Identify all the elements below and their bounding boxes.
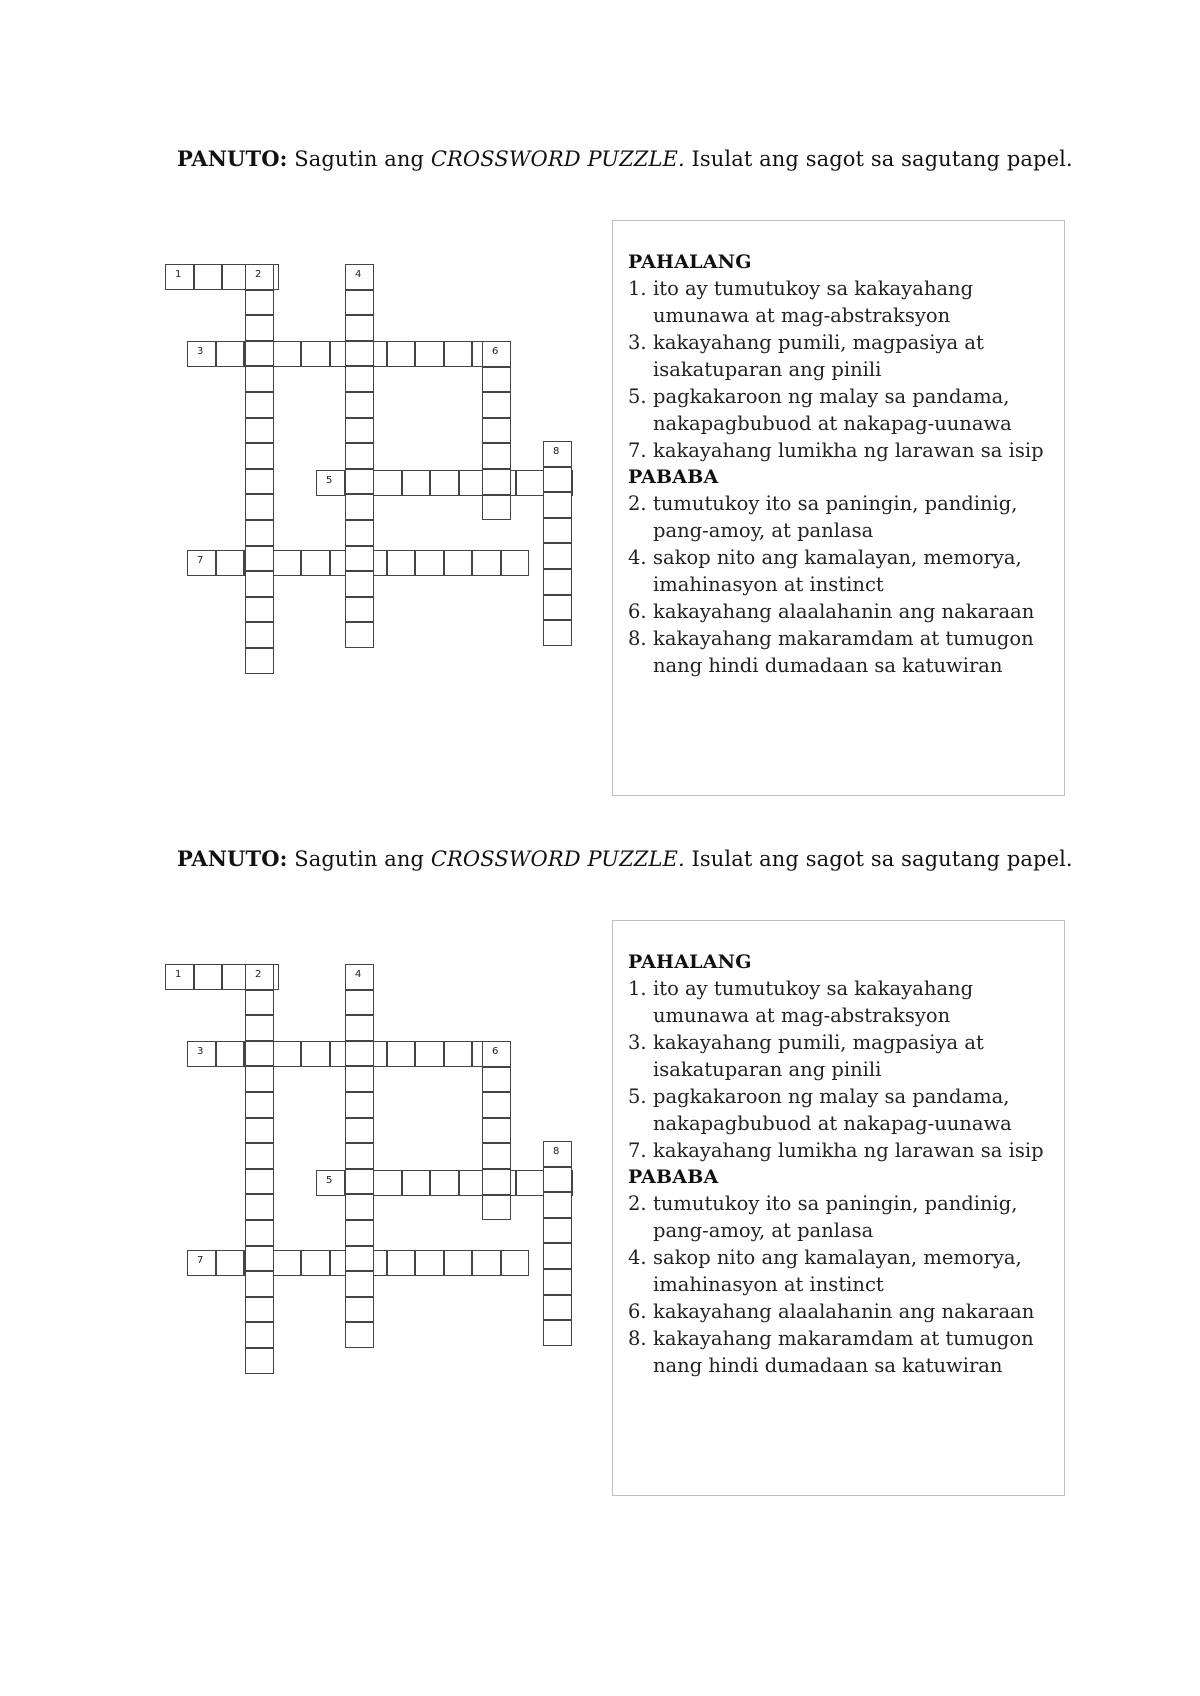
crossword-cell[interactable] bbox=[345, 1143, 374, 1169]
crossword-cell[interactable] bbox=[444, 550, 473, 576]
crossword-cell[interactable] bbox=[245, 622, 274, 648]
crossword-cell[interactable] bbox=[273, 550, 302, 576]
crossword-cell[interactable] bbox=[501, 1250, 530, 1276]
clue-down-6 bbox=[628, 1298, 1056, 1325]
crossword-cell[interactable] bbox=[482, 443, 511, 469]
instruction-text-post: Isulat ang sagot sa sagutang papel. bbox=[691, 147, 1073, 171]
across-heading: PAHALANG bbox=[628, 251, 752, 273]
clue-down-6 bbox=[628, 598, 1056, 625]
crossword-cell[interactable] bbox=[245, 1297, 274, 1323]
clue-number: 1. bbox=[628, 977, 647, 1000]
crossword-cell[interactable] bbox=[345, 443, 374, 469]
crossword-cell[interactable] bbox=[373, 470, 402, 496]
instruction-emphasis: CROSSWORD PUZZLE. bbox=[430, 147, 685, 171]
crossword-cell[interactable] bbox=[345, 1041, 374, 1067]
crossword-cell[interactable] bbox=[245, 264, 274, 290]
clue-number: 2. bbox=[628, 1192, 647, 1215]
clue-number: 8. bbox=[628, 1327, 647, 1350]
crossword-cell[interactable] bbox=[345, 597, 374, 623]
clue-text: tumutukoy ito sa paningin, pandinig, pang-amoy, at panlasa bbox=[653, 492, 1018, 542]
crossword-cell[interactable] bbox=[482, 1143, 511, 1169]
crossword-cell[interactable] bbox=[194, 264, 223, 290]
crossword-cell[interactable] bbox=[345, 341, 374, 367]
crossword-cell[interactable] bbox=[245, 1271, 274, 1297]
crossword-cell[interactable] bbox=[245, 1092, 274, 1118]
clue-text: sakop nito ang kamalayan, memorya, imahinasyon at instinct bbox=[653, 546, 1022, 596]
crossword-cell[interactable] bbox=[345, 366, 374, 392]
crossword-cell[interactable] bbox=[245, 443, 274, 469]
crossword-cell[interactable] bbox=[482, 1067, 511, 1093]
crossword-cell[interactable] bbox=[482, 1092, 511, 1118]
clue-number-label: 1 bbox=[175, 969, 182, 980]
crossword-cell[interactable] bbox=[245, 964, 274, 990]
crossword-cell[interactable] bbox=[482, 1169, 511, 1195]
crossword-cell[interactable] bbox=[345, 290, 374, 316]
down-clue-list bbox=[628, 490, 1056, 679]
clue-number: 6. bbox=[628, 600, 647, 623]
crossword-cell[interactable] bbox=[472, 550, 501, 576]
clue-number-label: 4 bbox=[355, 969, 362, 980]
crossword-cell[interactable] bbox=[543, 620, 572, 646]
clue-across-3 bbox=[628, 1029, 1056, 1083]
crossword-cell[interactable] bbox=[301, 550, 330, 576]
crossword-cell[interactable] bbox=[543, 441, 572, 467]
clue-across-5 bbox=[628, 383, 1056, 437]
crossword-cell[interactable] bbox=[543, 1320, 572, 1346]
crossword-cell[interactable] bbox=[301, 1041, 330, 1067]
instruction-text-pre: Sagutin ang bbox=[294, 147, 425, 171]
crossword-cell[interactable] bbox=[245, 392, 274, 418]
clue-text: kakayahang lumikha ng larawan sa isip bbox=[653, 439, 1044, 462]
crossword-cell[interactable] bbox=[543, 1167, 572, 1193]
crossword-cell[interactable] bbox=[482, 1118, 511, 1144]
clue-text: pagkakaroon ng malay sa pandama, nakapagbubuod at nakapag-uunawa bbox=[653, 1085, 1012, 1135]
crossword-cell[interactable] bbox=[482, 1195, 511, 1221]
clue-number-label: 3 bbox=[197, 346, 204, 357]
crossword-cell[interactable] bbox=[216, 1041, 245, 1067]
crossword-cell[interactable] bbox=[245, 315, 274, 341]
crossword-cell[interactable] bbox=[345, 622, 374, 648]
crossword-cell[interactable] bbox=[501, 550, 530, 576]
down-clue-list bbox=[628, 1190, 1056, 1379]
crossword-cell[interactable] bbox=[482, 392, 511, 418]
clue-down-2 bbox=[628, 1190, 1056, 1244]
crossword-cell[interactable] bbox=[245, 366, 274, 392]
crossword-cell[interactable] bbox=[345, 1194, 374, 1220]
crossword-cell[interactable] bbox=[543, 518, 572, 544]
clue-number-label: 6 bbox=[492, 346, 499, 357]
clue-number-label: 8 bbox=[553, 446, 560, 457]
clue-number: 3. bbox=[628, 331, 647, 354]
clue-number: 8. bbox=[628, 627, 647, 650]
crossword-cell[interactable] bbox=[482, 367, 511, 393]
crossword-cell[interactable] bbox=[345, 546, 374, 572]
crossword-cell[interactable] bbox=[245, 341, 274, 367]
clue-number-label: 4 bbox=[355, 269, 362, 280]
crossword-cell[interactable] bbox=[345, 520, 374, 546]
crossword-cell[interactable] bbox=[245, 520, 274, 546]
clue-text: sakop nito ang kamalayan, memorya, imahinasyon at instinct bbox=[653, 1246, 1022, 1296]
instruction-text-pre: Sagutin ang bbox=[294, 847, 425, 871]
crossword-cell[interactable] bbox=[216, 1250, 245, 1276]
crossword-cell[interactable] bbox=[543, 1141, 572, 1167]
crossword-cell[interactable] bbox=[345, 1246, 374, 1272]
crossword-cell[interactable] bbox=[415, 1041, 444, 1067]
clue-number: 2. bbox=[628, 492, 647, 515]
crossword-cell[interactable] bbox=[387, 550, 416, 576]
clue-number: 4. bbox=[628, 546, 647, 569]
crossword-cell[interactable] bbox=[301, 341, 330, 367]
crossword-cell[interactable] bbox=[543, 1269, 572, 1295]
crossword-cell[interactable] bbox=[245, 1041, 274, 1067]
worksheet-1 bbox=[0, 0, 1200, 700]
clue-number: 1. bbox=[628, 277, 647, 300]
crossword-cell[interactable] bbox=[345, 469, 374, 495]
across-heading: PAHALANG bbox=[628, 951, 752, 973]
clue-text: kakayahang alaalahanin ang nakaraan bbox=[653, 1300, 1035, 1323]
crossword-cell[interactable] bbox=[543, 595, 572, 621]
crossword-cell[interactable] bbox=[245, 597, 274, 623]
crossword-cell[interactable] bbox=[482, 341, 511, 367]
crossword-cell[interactable] bbox=[444, 341, 473, 367]
worksheet-2 bbox=[0, 700, 1200, 1400]
crossword-cell[interactable] bbox=[516, 470, 545, 496]
crossword-cell[interactable] bbox=[543, 1218, 572, 1244]
crossword-cell[interactable] bbox=[187, 550, 216, 576]
clue-text: kakayahang alaalahanin ang nakaraan bbox=[653, 600, 1035, 623]
clue-number: 4. bbox=[628, 1246, 647, 1269]
crossword-cell[interactable] bbox=[187, 1250, 216, 1276]
crossword-cell[interactable] bbox=[245, 546, 274, 572]
clue-text: ito ay tumutukoy sa kakayahang umunawa at mag-abstraksyon bbox=[653, 977, 974, 1027]
clue-number-label: 6 bbox=[492, 1046, 499, 1057]
crossword-cell[interactable] bbox=[444, 1041, 473, 1067]
clue-text: kakayahang makaramdam at tumugon nang hindi dumadaan sa katuwiran bbox=[653, 627, 1034, 677]
crossword-cell[interactable] bbox=[543, 1243, 572, 1269]
crossword-cell[interactable] bbox=[543, 1295, 572, 1321]
clue-across-7 bbox=[628, 437, 1056, 464]
crossword-cell[interactable] bbox=[402, 470, 431, 496]
clue-number-label: 1 bbox=[175, 269, 182, 280]
crossword-cell[interactable] bbox=[273, 1041, 302, 1067]
clue-number-label: 2 bbox=[255, 969, 262, 980]
crossword-cell[interactable] bbox=[345, 418, 374, 444]
crossword-cell[interactable] bbox=[245, 648, 274, 674]
crossword-cell[interactable] bbox=[387, 341, 416, 367]
crossword-cell[interactable] bbox=[482, 418, 511, 444]
crossword-cell[interactable] bbox=[345, 494, 374, 520]
clue-number-label: 7 bbox=[197, 1255, 204, 1266]
clue-text: ito ay tumutukoy sa kakayahang umunawa at mag-abstraksyon bbox=[653, 277, 974, 327]
clue-number-label: 5 bbox=[326, 475, 333, 486]
crossword-cell[interactable] bbox=[345, 1220, 374, 1246]
across-clue-list bbox=[628, 275, 1056, 464]
clue-down-8 bbox=[628, 625, 1056, 679]
clue-down-2 bbox=[628, 490, 1056, 544]
crossword-cell[interactable] bbox=[245, 1066, 274, 1092]
crossword-cell[interactable] bbox=[216, 341, 245, 367]
clue-text: tumutukoy ito sa paningin, pandinig, pang-amoy, at panlasa bbox=[653, 1192, 1018, 1242]
clue-down-4 bbox=[628, 1244, 1056, 1298]
instruction-text-post: Isulat ang sagot sa sagutang papel. bbox=[691, 847, 1073, 871]
clue-text: kakayahang pumili, magpasiya at isakatuparan ang pinili bbox=[653, 1031, 984, 1081]
crossword-cell[interactable] bbox=[187, 1041, 216, 1067]
clue-number-label: 7 bbox=[197, 555, 204, 566]
clue-number-label: 8 bbox=[553, 1146, 560, 1157]
crossword-cell[interactable] bbox=[345, 1066, 374, 1092]
crossword-cell[interactable] bbox=[245, 494, 274, 520]
clue-number: 7. bbox=[628, 1139, 647, 1162]
clue-down-4 bbox=[628, 544, 1056, 598]
clue-across-1 bbox=[628, 275, 1056, 329]
crossword-cell[interactable] bbox=[387, 1250, 416, 1276]
crossword-cell[interactable] bbox=[345, 1297, 374, 1323]
crossword-cell[interactable] bbox=[245, 1322, 274, 1348]
crossword-cell[interactable] bbox=[415, 550, 444, 576]
crossword-cell[interactable] bbox=[316, 470, 345, 496]
crossword-cell[interactable] bbox=[444, 1250, 473, 1276]
clue-across-1 bbox=[628, 975, 1056, 1029]
clue-number: 7. bbox=[628, 439, 647, 462]
crossword-grid bbox=[0, 700, 620, 1400]
crossword-cell[interactable] bbox=[373, 1170, 402, 1196]
crossword-cell[interactable] bbox=[165, 264, 194, 290]
clue-number: 5. bbox=[628, 1085, 647, 1108]
crossword-cell[interactable] bbox=[245, 1015, 274, 1041]
clue-across-3 bbox=[628, 329, 1056, 383]
crossword-cell[interactable] bbox=[345, 1271, 374, 1297]
crossword-cell[interactable] bbox=[245, 1246, 274, 1272]
clues-box bbox=[612, 920, 1065, 1496]
crossword-cell[interactable] bbox=[345, 1118, 374, 1144]
crossword-cell[interactable] bbox=[245, 1118, 274, 1144]
crossword-cell[interactable] bbox=[273, 1250, 302, 1276]
crossword-cell[interactable] bbox=[245, 290, 274, 316]
clue-down-8 bbox=[628, 1325, 1056, 1379]
clue-number-label: 3 bbox=[197, 1046, 204, 1057]
crossword-cell[interactable] bbox=[415, 1250, 444, 1276]
crossword-cell[interactable] bbox=[402, 1170, 431, 1196]
crossword-cell[interactable] bbox=[245, 1143, 274, 1169]
clue-across-7 bbox=[628, 1137, 1056, 1164]
crossword-cell[interactable] bbox=[345, 264, 374, 290]
down-heading: PABABA bbox=[628, 466, 719, 488]
clue-number-label: 2 bbox=[255, 269, 262, 280]
crossword-cell[interactable] bbox=[194, 964, 223, 990]
crossword-cell[interactable] bbox=[516, 1170, 545, 1196]
crossword-cell[interactable] bbox=[345, 1169, 374, 1195]
crossword-cell[interactable] bbox=[345, 571, 374, 597]
clue-text: pagkakaroon ng malay sa pandama, nakapagbubuod at nakapag-uunawa bbox=[653, 385, 1012, 435]
crossword-cell[interactable] bbox=[165, 964, 194, 990]
crossword-cell[interactable] bbox=[345, 1092, 374, 1118]
crossword-cell[interactable] bbox=[245, 1169, 274, 1195]
crossword-cell[interactable] bbox=[216, 550, 245, 576]
instruction-label: PANUTO: bbox=[177, 846, 288, 871]
clue-number: 5. bbox=[628, 385, 647, 408]
clue-number-label: 5 bbox=[326, 1175, 333, 1186]
crossword-cell[interactable] bbox=[245, 1220, 274, 1246]
crossword-cell[interactable] bbox=[273, 341, 302, 367]
instruction-emphasis: CROSSWORD PUZZLE. bbox=[430, 847, 685, 871]
crossword-cell[interactable] bbox=[187, 341, 216, 367]
crossword-cell[interactable] bbox=[543, 569, 572, 595]
crossword-cell[interactable] bbox=[482, 495, 511, 521]
crossword-cell[interactable] bbox=[543, 1192, 572, 1218]
clue-across-5 bbox=[628, 1083, 1056, 1137]
crossword-cell[interactable] bbox=[430, 470, 459, 496]
crossword-cell[interactable] bbox=[482, 1041, 511, 1067]
crossword-cell[interactable] bbox=[345, 315, 374, 341]
crossword-cell[interactable] bbox=[245, 1348, 274, 1374]
crossword-cell[interactable] bbox=[345, 1015, 374, 1041]
clue-number: 3. bbox=[628, 1031, 647, 1054]
crossword-cell[interactable] bbox=[245, 990, 274, 1016]
crossword-cell[interactable] bbox=[245, 418, 274, 444]
instruction-label: PANUTO: bbox=[177, 146, 288, 171]
crossword-cell[interactable] bbox=[316, 1170, 345, 1196]
crossword-cell[interactable] bbox=[430, 1170, 459, 1196]
crossword-cell[interactable] bbox=[543, 467, 572, 493]
clue-text: kakayahang makaramdam at tumugon nang hindi dumadaan sa katuwiran bbox=[653, 1327, 1034, 1377]
clue-text: kakayahang lumikha ng larawan sa isip bbox=[653, 1139, 1044, 1162]
crossword-cell[interactable] bbox=[543, 492, 572, 518]
crossword-cell[interactable] bbox=[387, 1041, 416, 1067]
crossword-cell[interactable] bbox=[245, 469, 274, 495]
crossword-cell[interactable] bbox=[472, 1250, 501, 1276]
crossword-cell[interactable] bbox=[245, 571, 274, 597]
across-clue-list bbox=[628, 975, 1056, 1164]
crossword-cell[interactable] bbox=[345, 990, 374, 1016]
crossword-cell[interactable] bbox=[543, 543, 572, 569]
crossword-cell[interactable] bbox=[345, 392, 374, 418]
crossword-cell[interactable] bbox=[482, 469, 511, 495]
clue-text: kakayahang pumili, magpasiya at isakatuparan ang pinili bbox=[653, 331, 984, 381]
crossword-cell[interactable] bbox=[415, 341, 444, 367]
crossword-cell[interactable] bbox=[301, 1250, 330, 1276]
crossword-cell[interactable] bbox=[345, 964, 374, 990]
crossword-cell[interactable] bbox=[245, 1194, 274, 1220]
down-heading: PABABA bbox=[628, 1166, 719, 1188]
clue-number: 6. bbox=[628, 1300, 647, 1323]
crossword-cell[interactable] bbox=[345, 1322, 374, 1348]
crossword-grid bbox=[0, 0, 620, 700]
